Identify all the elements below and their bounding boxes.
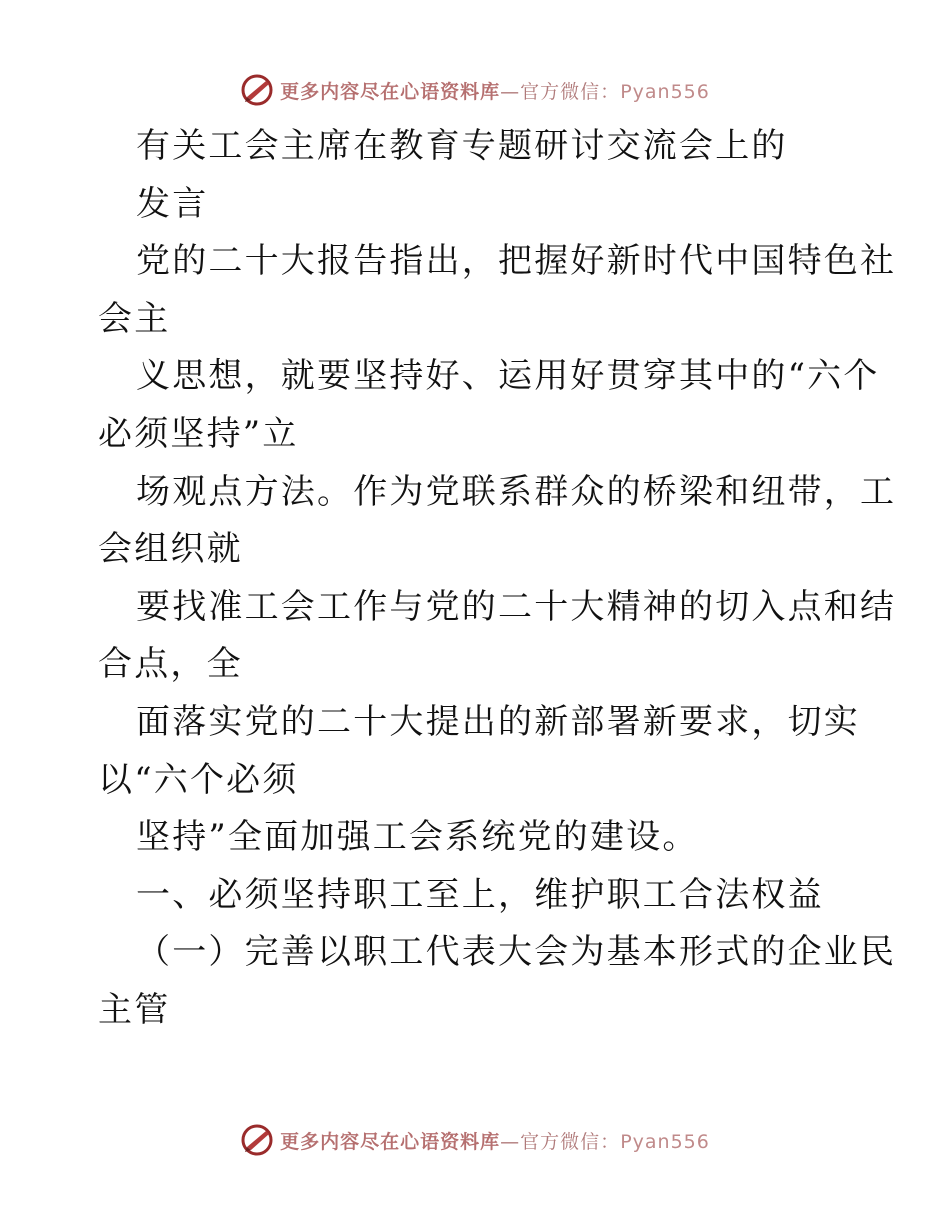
- logo-icon: [240, 73, 274, 107]
- text-line: 场观点方法。作为党联系群众的桥梁和纽带，工: [136, 471, 897, 512]
- text-line: 会组织就: [98, 529, 243, 570]
- text-line: 合点，全: [98, 644, 243, 685]
- text-line: 党的二十大报告指出，把握好新时代中国特色社: [136, 241, 897, 282]
- text-line: 主管: [98, 989, 171, 1030]
- text-line: 面落实党的二十大提出的新部署新要求，切实: [136, 701, 860, 742]
- watermark-main: 更多内容尽在心语资料库: [280, 80, 501, 103]
- subsection-heading: （一）完善以职工代表大会为基本形式的企业民: [136, 932, 897, 973]
- text-line: 要找准工会工作与党的二十大精神的切入点和结: [136, 586, 897, 627]
- watermark-text: [280, 1127, 710, 1154]
- text-line: 以“六个必须: [98, 759, 299, 800]
- logo-icon: [240, 1123, 274, 1157]
- header-watermark: [0, 70, 950, 110]
- watermark-wechat-label: 官方微信：: [520, 80, 621, 103]
- watermark-text: [280, 77, 710, 104]
- document-body: [98, 118, 897, 1040]
- text-line: 发言: [136, 183, 209, 224]
- text-line: 坚持”全面加强工会系统党的建设。: [136, 817, 699, 858]
- watermark-wechat-id: Pyan556: [620, 1130, 710, 1153]
- watermark-main: 更多内容尽在心语资料库: [280, 1130, 501, 1153]
- watermark-wechat-id: Pyan556: [620, 80, 710, 103]
- watermark-separator: —: [500, 1130, 521, 1153]
- footer-watermark: [0, 1120, 950, 1160]
- watermark-separator: —: [500, 80, 521, 103]
- watermark-wechat-label: 官方微信：: [520, 1130, 621, 1153]
- text-line: 必须坚持”立: [98, 413, 299, 454]
- text-line: 会主: [98, 298, 171, 339]
- text-line: 有关工会主席在教育专题研讨交流会上的: [136, 126, 788, 166]
- section-heading: 一、必须坚持职工至上，维护职工合法权益: [136, 874, 824, 915]
- text-line: 义思想，就要坚持好、运用好贯穿其中的“六个: [136, 356, 880, 397]
